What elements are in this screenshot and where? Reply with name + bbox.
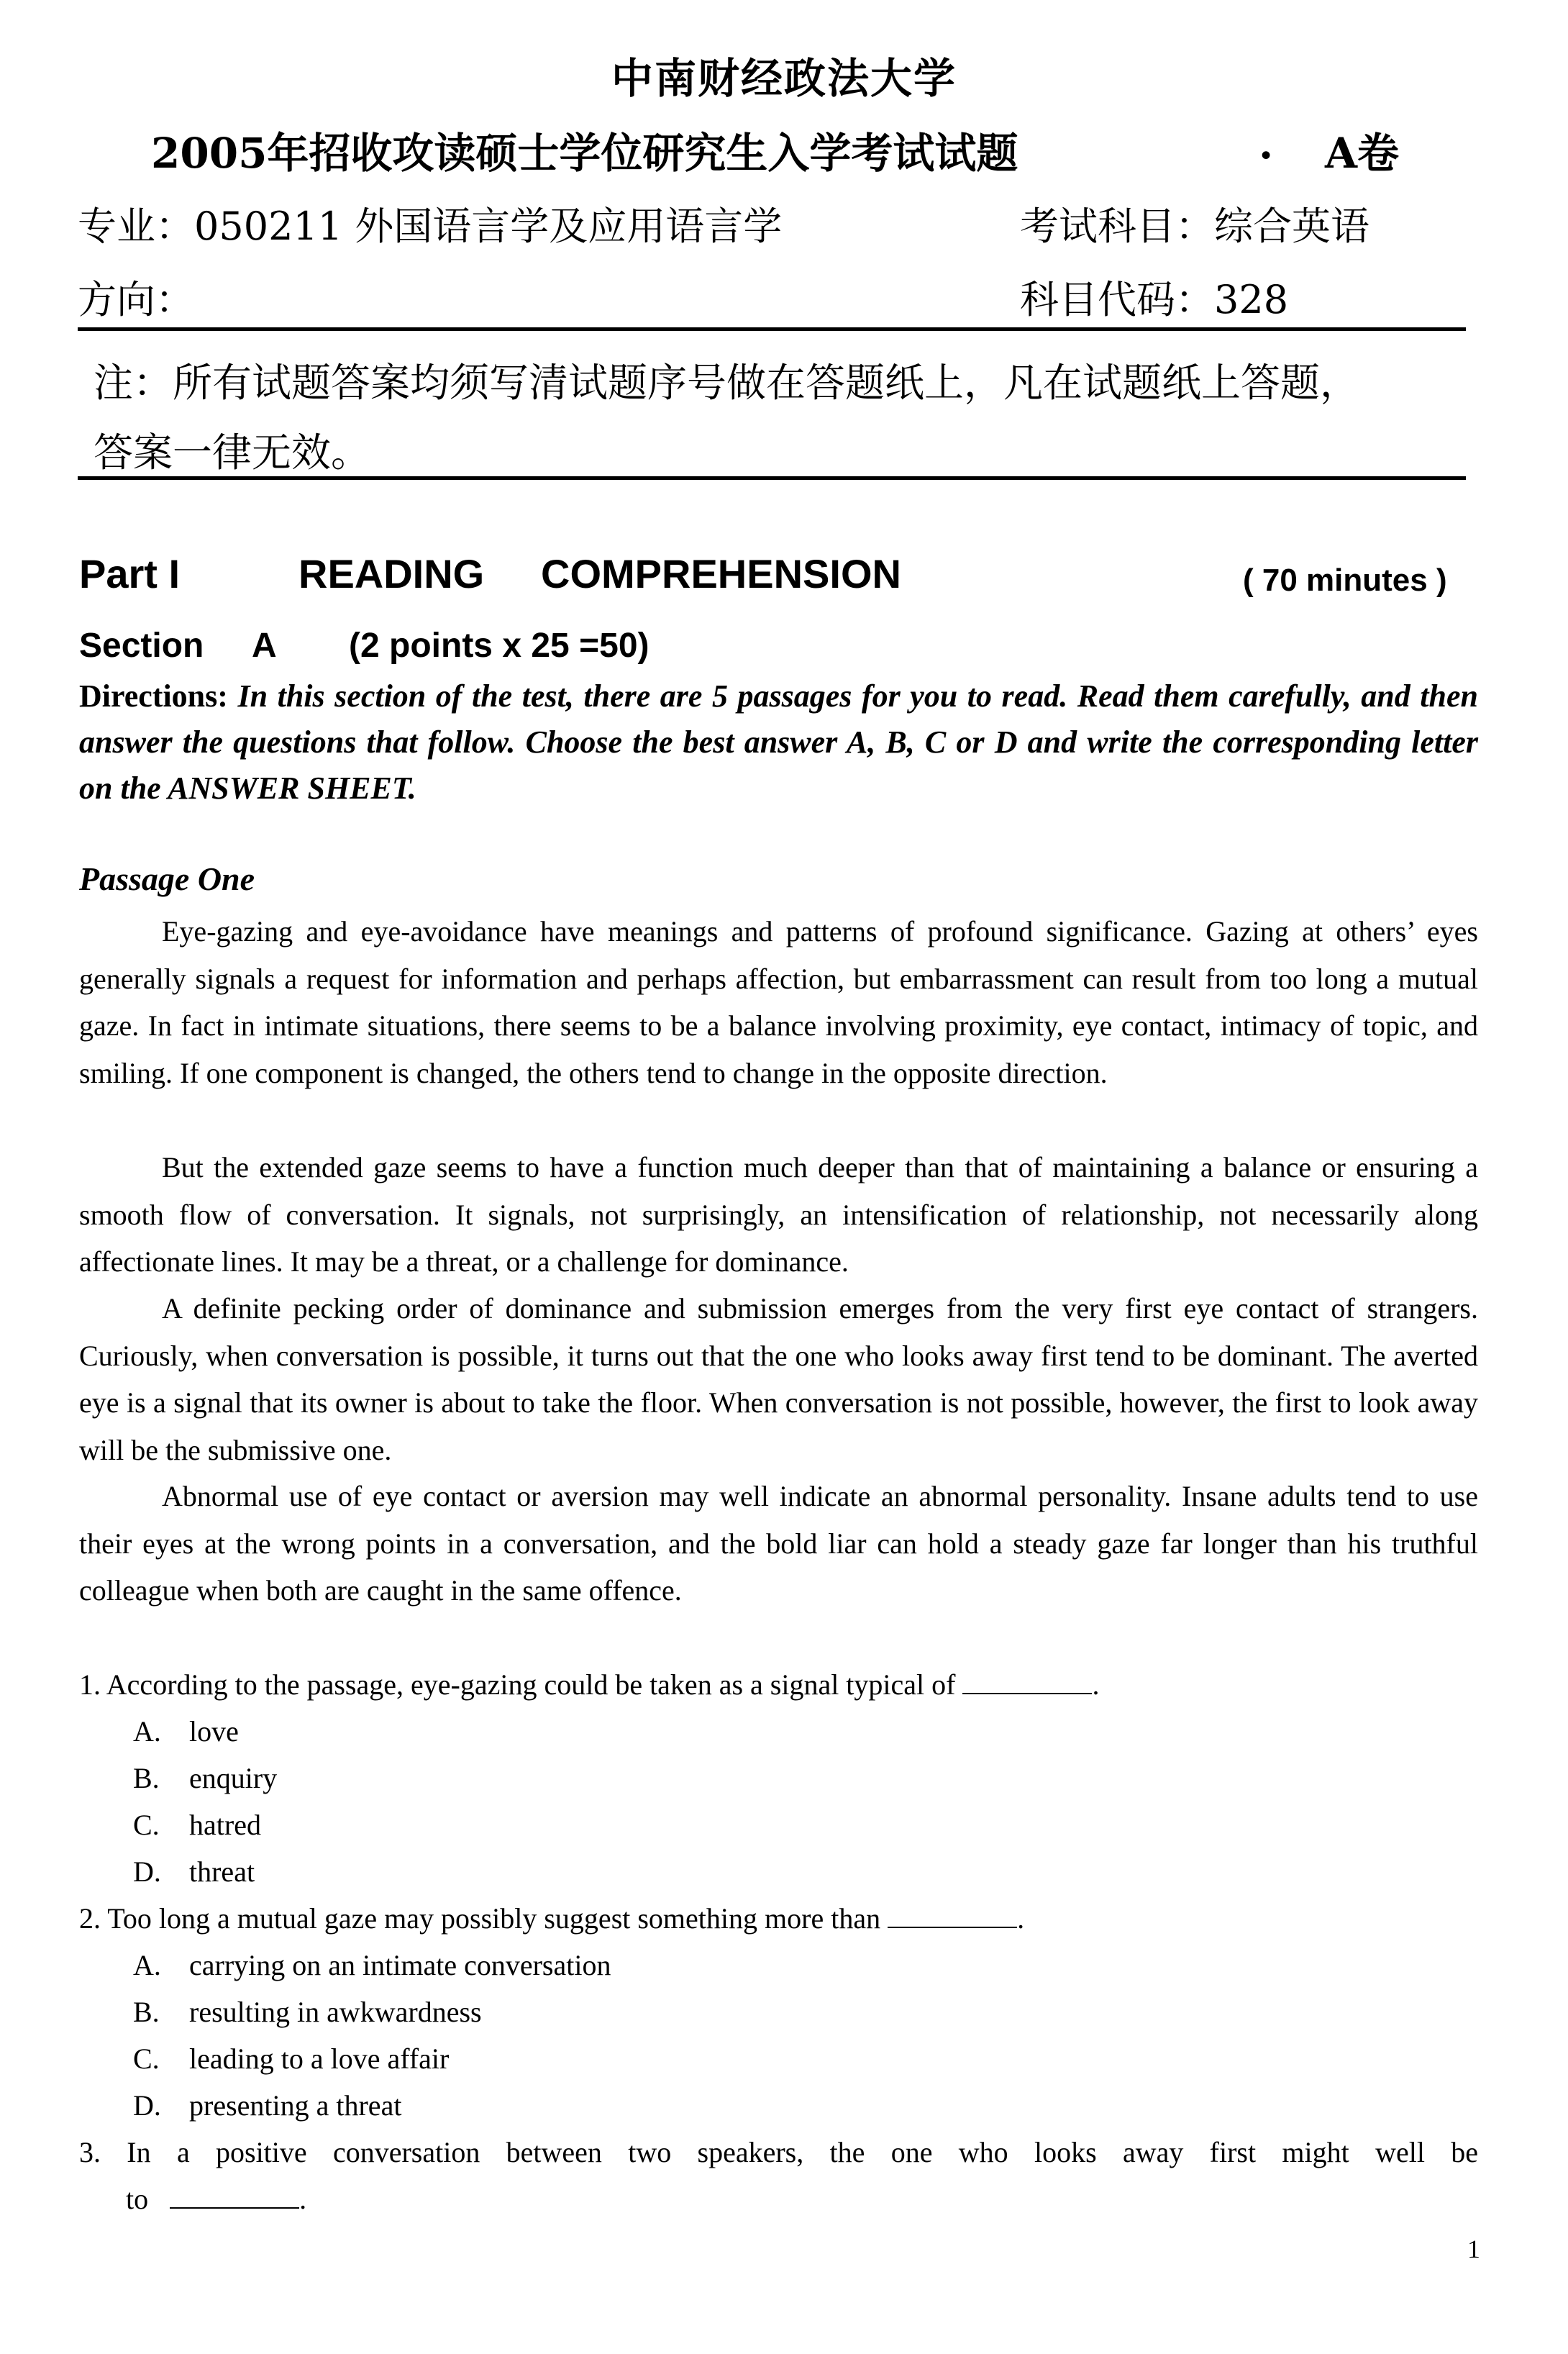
part-time: ( 70 minutes ) <box>1243 563 1447 598</box>
notice-divider <box>78 476 1466 480</box>
question-1-option-c: C. hatred <box>133 1809 261 1841</box>
question-3-continuation: to . <box>126 2183 307 2215</box>
major-label: 专业：050211 外国语言学及应用语言学 <box>78 204 783 249</box>
answer-blank-2 <box>888 1902 1017 1928</box>
passage-paragraph-1: Eye-gazing and eye-avoidance have meanings and patterns of profound significance. Gazing at others’ eyes generally signals a request for information and perhaps affection, but embarrassment can result from too long a mutual gaze. In fact in intimate situations, there seems to be a balance involving proximity, eye contact, intimacy of topic, and smiling. If one component is changed, the others tend to change in the opposite direction. <box>79 915 1478 1089</box>
notice-line-1: 注：所有试题答案均须写清试题序号做在答题纸上，凡在试题纸上答题， <box>94 360 1360 406</box>
answer-blank-3 <box>170 2183 299 2209</box>
passage-paragraph-4: Abnormal use of eye contact or aversion may well indicate an abnormal personality. Insane adults tend to use their eyes at the wrong points in a conversation, and the bold liar can hold a steady gaze far longer than his truthful colleague when both are caught in the same offence. <box>79 1480 1478 1607</box>
directions-lead: Directions: <box>79 678 228 714</box>
part-title-comprehension: COMPREHENSION <box>541 551 901 596</box>
part-label: Part I <box>79 551 181 596</box>
subject-code-label: 科目代码：328 <box>1020 277 1289 322</box>
directions-text: In this section of the test, there are 5 passages for you to read. Read them carefully, and then answer the questions that follow. Choose the best answer A, B, C or D and write the corresponding letter on the ANSWER SHEET. <box>79 678 1479 806</box>
directions <box>79 673 1478 812</box>
question-2-option-a: A. carrying on an intimate conversation <box>133 1949 611 1981</box>
passage-title: Passage One <box>79 860 255 897</box>
notice-line-2: 答案一律无效。 <box>94 430 371 476</box>
section-points: (2 points x 25 =50) <box>349 627 649 665</box>
part-title-reading: READING <box>298 551 485 596</box>
question-1: 1. According to the passage, eye-gazing could be taken as a signal typical of . <box>79 1668 1100 1701</box>
exam-title: 2005年招收攻读硕士学位研究生入学考试试题 <box>151 129 1018 178</box>
question-2-option-c: C. leading to a love affair <box>133 2042 450 2075</box>
question-2: 2. Too long a mutual gaze may possibly suggest something more than . <box>79 1902 1025 1935</box>
passage-paragraph-3: A definite pecking order of dominance and submission emerges from the very first eye contact of strangers. Curiously, when conversation is possible, it turns out that the one who looks away first tend to be dominant. The averted eye is a signal that its owner is about to take the floor. When conversation is not possible, however, the first to look away will be the submissive one. <box>79 1292 1478 1466</box>
question-1-option-d: D. threat <box>133 1855 255 1888</box>
question-1-option-b: B. enquiry <box>133 1762 278 1794</box>
university-name: 中南财经政法大学 <box>611 54 957 103</box>
question-1-option-a: A. love <box>133 1715 239 1748</box>
paper-dot: . <box>1259 119 1274 168</box>
question-3: 3. In a positive conversation between two speakers, the one who looks away first might well be <box>79 2136 1478 2168</box>
header-divider <box>78 327 1466 331</box>
section-letter: A <box>252 627 277 665</box>
subject-label: 考试科目：综合英语 <box>1020 204 1369 249</box>
question-2-option-b: B. resulting in awkwardness <box>133 1996 482 2028</box>
passage-paragraph-2: But the extended gaze seems to have a function much deeper than that of maintaining a balance or ensuring a smooth flow of conversation. It signals, not surprisingly, an intensification of relationship, not necessarily along affectionate lines. It may be a threat, or a challenge for dominance. <box>79 1151 1478 1278</box>
section-label: Section <box>79 627 204 665</box>
paper-version: A卷 <box>1325 129 1400 178</box>
page-number: 1 <box>1467 2235 1480 2263</box>
question-2-option-d: D. presenting a threat <box>133 2089 402 2122</box>
direction-label: 方向： <box>78 277 194 322</box>
answer-blank-1 <box>962 1668 1092 1694</box>
